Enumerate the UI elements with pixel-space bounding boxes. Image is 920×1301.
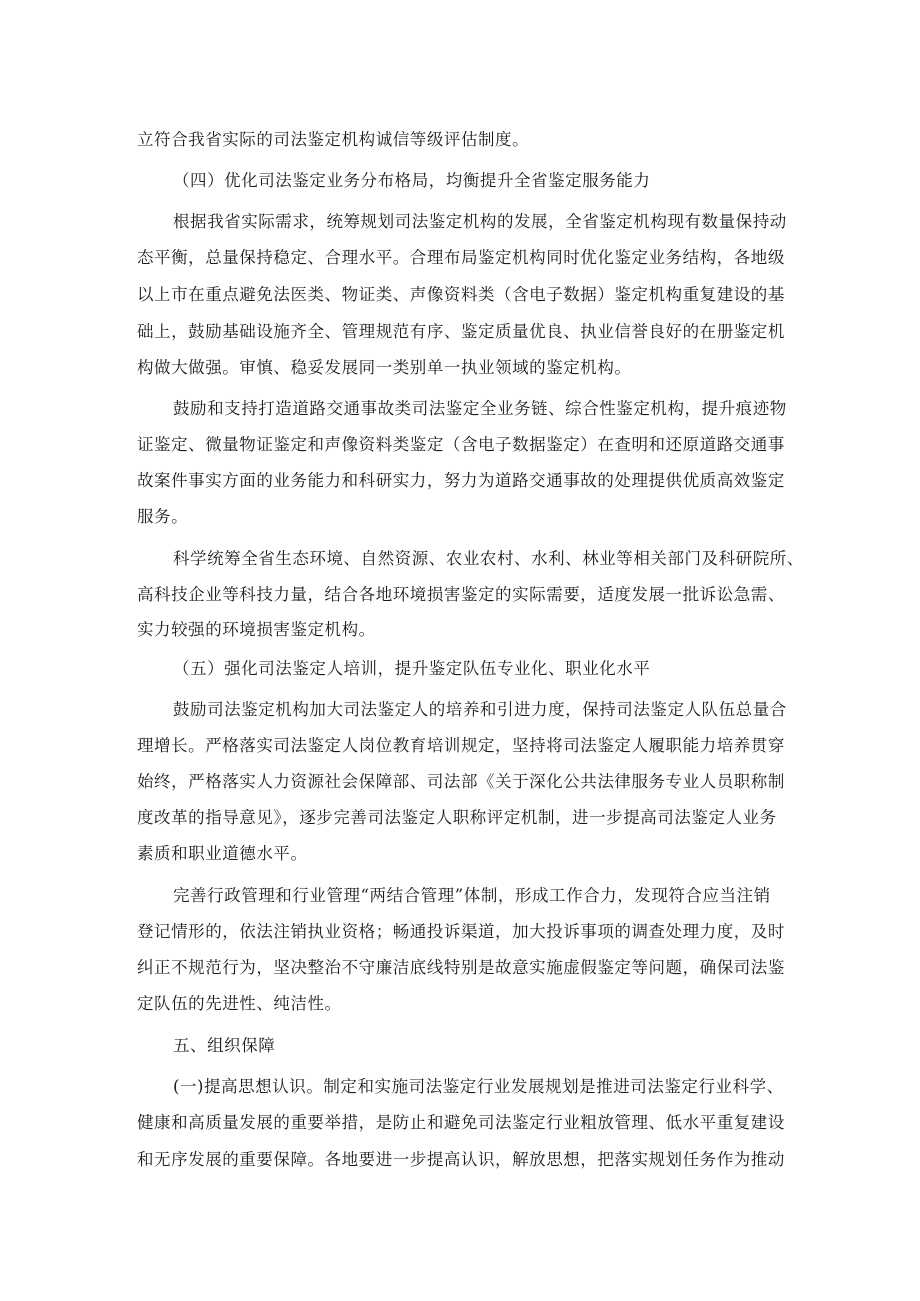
text-line: 始终，严格落实人力资源社会保障部、司法部《关于深化公共法律服务专业人员职称制	[137, 772, 785, 791]
text-line: 实力较强的环境损害鉴定机构。	[137, 620, 376, 639]
text-line: (一)提高思想认识。制定和实施司法鉴定行业发展规划是推进司法鉴定行业科学、	[173, 1077, 784, 1096]
text-line: 理增长。严格落实司法鉴定人岗位教育培训规定，坚持将司法鉴定人履职能力培养贯穿	[137, 736, 785, 755]
text-line: 立符合我省实际的司法鉴定机构诚信等级评估制度。	[137, 130, 530, 149]
text-line: 以上市在重点避免法医类、物证类、声像资料类（含电子数据）鉴定机构重复建设的基	[137, 285, 785, 304]
text-line: 构做大做强。审慎、稳妥发展同一类别单一执业领域的鉴定机构。	[137, 358, 632, 377]
text-line: 服务。	[137, 507, 189, 526]
text-line: 和无序发展的重要保障。各地要进一步提高认识，解放思想，把落实规划任务作为推动	[137, 1150, 785, 1169]
text-line: 故案件事实方面的业务能力和科研实力，努力为道路交通事故的处理提供优质高效鉴定	[137, 471, 785, 490]
text-line: 度改革的指导意见》，逐步完善司法鉴定人职称评定机制，进一步提高司法鉴定人业务	[137, 808, 777, 827]
text-line: 科学统筹全省生态环境、自然资源、农业农村、水利、林业等相关部门及科研院所、	[173, 549, 804, 568]
text-line: 登记情形的，依法注销执业资格；畅通投诉渠道，加大投诉事项的调查处理力度，及时	[137, 922, 785, 941]
text-line: 鼓励司法鉴定机构加大司法鉴定人的培养和引进力度，保持司法鉴定人队伍总量合	[173, 700, 787, 719]
section-heading: （四）优化司法鉴定业务分布格局，均衡提升全省鉴定服务能力	[173, 171, 651, 190]
text-line: 根据我省实际需求，统筹规划司法鉴定机构的发展，全省鉴定机构现有数量保持动	[173, 212, 787, 231]
chapter-heading: 五、组织保障	[173, 1036, 276, 1055]
text-line: 完善行政管理和行业管理“两结合管理”体制，形成工作合力，发现符合应当注销	[173, 886, 771, 905]
text-line: 高科技企业等科技力量，结合各地环境损害鉴定的实际需要，适度发展一批诉讼急需、	[137, 585, 785, 604]
text-line: 证鉴定、微量物证鉴定和声像资料类鉴定（含电子数据鉴定）在查明和还原道路交通事	[137, 435, 785, 454]
text-line: 纠正不规范行为，坚决整治不守廉洁底线特别是故意实施虚假鉴定等问题，确保司法鉴	[137, 958, 785, 977]
text-line: 态平衡，总量保持稳定、合理水平。合理布局鉴定机构同时优化鉴定业务结构，各地级	[137, 248, 785, 267]
text-line: 础上，鼓励基础设施齐全、管理规范有序、鉴定质量优良、执业信誉良好的在册鉴定机	[137, 322, 785, 341]
text-line: 素质和职业道德水平。	[137, 844, 308, 863]
text-line: 定队伍的先进性、纯洁性。	[137, 994, 342, 1013]
text-line: 鼓励和支持打造道路交通事故类司法鉴定全业务链、综合性鉴定机构，提升痕迹物	[173, 399, 787, 418]
text-line: 健康和高质量发展的重要举措，是防止和避免司法鉴定行业粗放管理、低水平重复建设	[137, 1113, 785, 1132]
section-heading: （五）强化司法鉴定人培训，提升鉴定队伍专业化、职业化水平	[173, 659, 651, 678]
